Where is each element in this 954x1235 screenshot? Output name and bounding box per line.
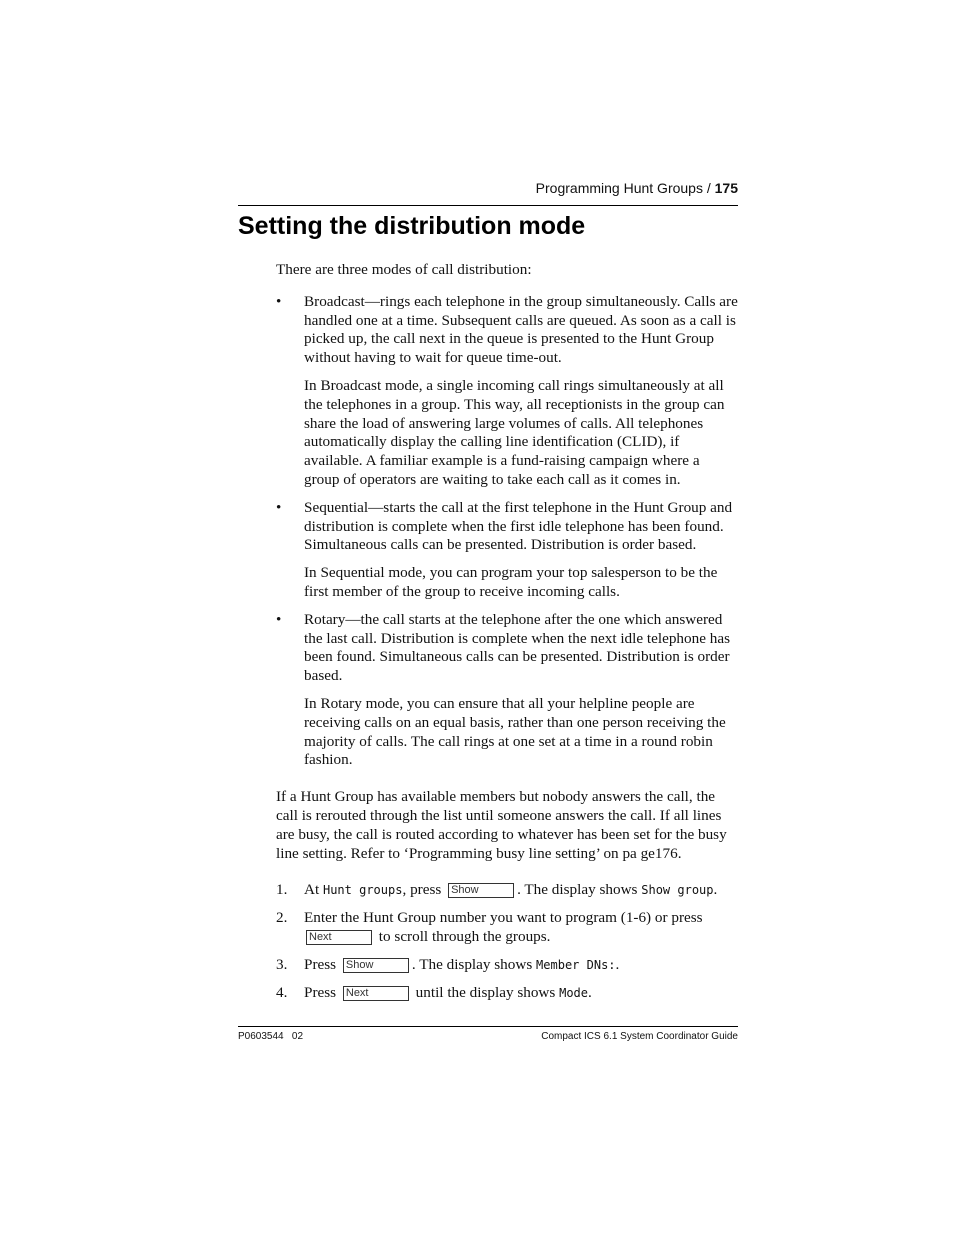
- step-4: [276, 984, 738, 1003]
- closing-paragraph: If a Hunt Group has available members but nobody answers the call, the call is rerouted through the list until someone answers the call. If all lines are busy, the call is routed according to whatever has been set for the busy line setting. Refer to ‘Programming busy line setting’ on pa ge176.: [276, 788, 727, 862]
- lcd-display-text: Show group: [641, 883, 714, 898]
- next-key: Next: [343, 986, 409, 1001]
- step-text: .: [588, 983, 592, 1001]
- running-header: [238, 180, 738, 196]
- bullet-text: Sequential—starts the call at the first telephone in the Hunt Group and distribution is complete when the first idle telephone has been found. Simultaneous calls can be presented. Distribution is order based.: [304, 498, 733, 554]
- step-text: , press: [402, 881, 442, 899]
- lcd-display-text: Hunt groups: [322, 883, 403, 898]
- bullet-sequential: [276, 499, 738, 602]
- footer-rule: [238, 1026, 738, 1027]
- step-text: . The display shows: [411, 955, 537, 973]
- show-key: Show: [343, 958, 409, 973]
- bullet-mark: •: [276, 292, 282, 310]
- step-text: until the display shows: [411, 983, 560, 1001]
- step-text: to scroll through the groups.: [375, 927, 551, 945]
- step-2: [276, 909, 738, 947]
- bullet-mark: •: [276, 610, 282, 628]
- step-text: .: [713, 881, 718, 899]
- show-key: Show: [448, 883, 514, 898]
- bullet-detail: In Sequential mode, you can program your top salesperson to be the first member of the group to receive incoming calls.: [304, 564, 718, 600]
- bullet-text: Rotary—the call starts at the telephone after the one which answered the last call. Distribution is complete when the next idle telephone has been found. Simultaneous calls can be presented. Distribution is order based.: [304, 610, 730, 685]
- footer-document-number: P0603544 02: [238, 1031, 304, 1042]
- step-number: 1.: [276, 881, 288, 899]
- step-text: . The display shows: [517, 881, 642, 899]
- intro-paragraph: There are three modes of call distribution:: [276, 261, 532, 278]
- body-content: [276, 261, 738, 1011]
- step-text: Press: [304, 955, 340, 973]
- step-3: [276, 956, 738, 975]
- bullet-text: Broadcast—rings each telephone in the group simultaneously. Calls are handled one at a time. Subsequent calls are queued. As soon as a call is picked up, the call next in the queue is presented to the Hunt Group without having to wait for queue time-out.: [304, 292, 738, 367]
- bullet-detail: In Rotary mode, you can ensure that all your helpline people are receiving calls on an equal basis, rather than one person receiving the majority of calls. The call rings at one set at a time in a round robin fashion.: [304, 694, 726, 769]
- section-title: Setting the distribution mode: [238, 212, 586, 240]
- running-header-section: Programming Hunt Groups: [535, 180, 703, 196]
- next-key: Next: [306, 930, 372, 945]
- bullet-broadcast: [276, 293, 738, 490]
- footer-guide-title: Compact ICS 6.1 System Coordinator Guide: [541, 1031, 738, 1042]
- bullet-rotary: [276, 611, 738, 770]
- lcd-display-text: Mode: [559, 985, 589, 1000]
- step-text: .: [615, 955, 620, 973]
- step-text: Enter the Hunt Group number you want to program (1-6) or press: [304, 909, 703, 927]
- page-number: 175: [714, 180, 738, 196]
- running-header-separator: /: [702, 180, 715, 196]
- step-text: At: [304, 881, 323, 899]
- lcd-display-text: Member DNs:: [536, 957, 616, 972]
- step-number: 3.: [276, 955, 288, 973]
- header-rule: [238, 205, 738, 206]
- bullet-detail: In Broadcast mode, a single incoming call rings simultaneously at all the telephones in a group. This way, all receptionists in the group can share the load of answering large volumes of calls. All telephones automatically display the calling line identification (CLID), if available. A familiar example is a fund-raising campaign where a group of operators are waiting to take each call as it comes in.: [304, 376, 725, 488]
- bullet-mark: •: [276, 498, 282, 516]
- step-number: 4.: [276, 983, 288, 1001]
- step-text: Press: [304, 983, 340, 1001]
- step-1: [276, 881, 738, 900]
- step-number: 2.: [276, 909, 288, 927]
